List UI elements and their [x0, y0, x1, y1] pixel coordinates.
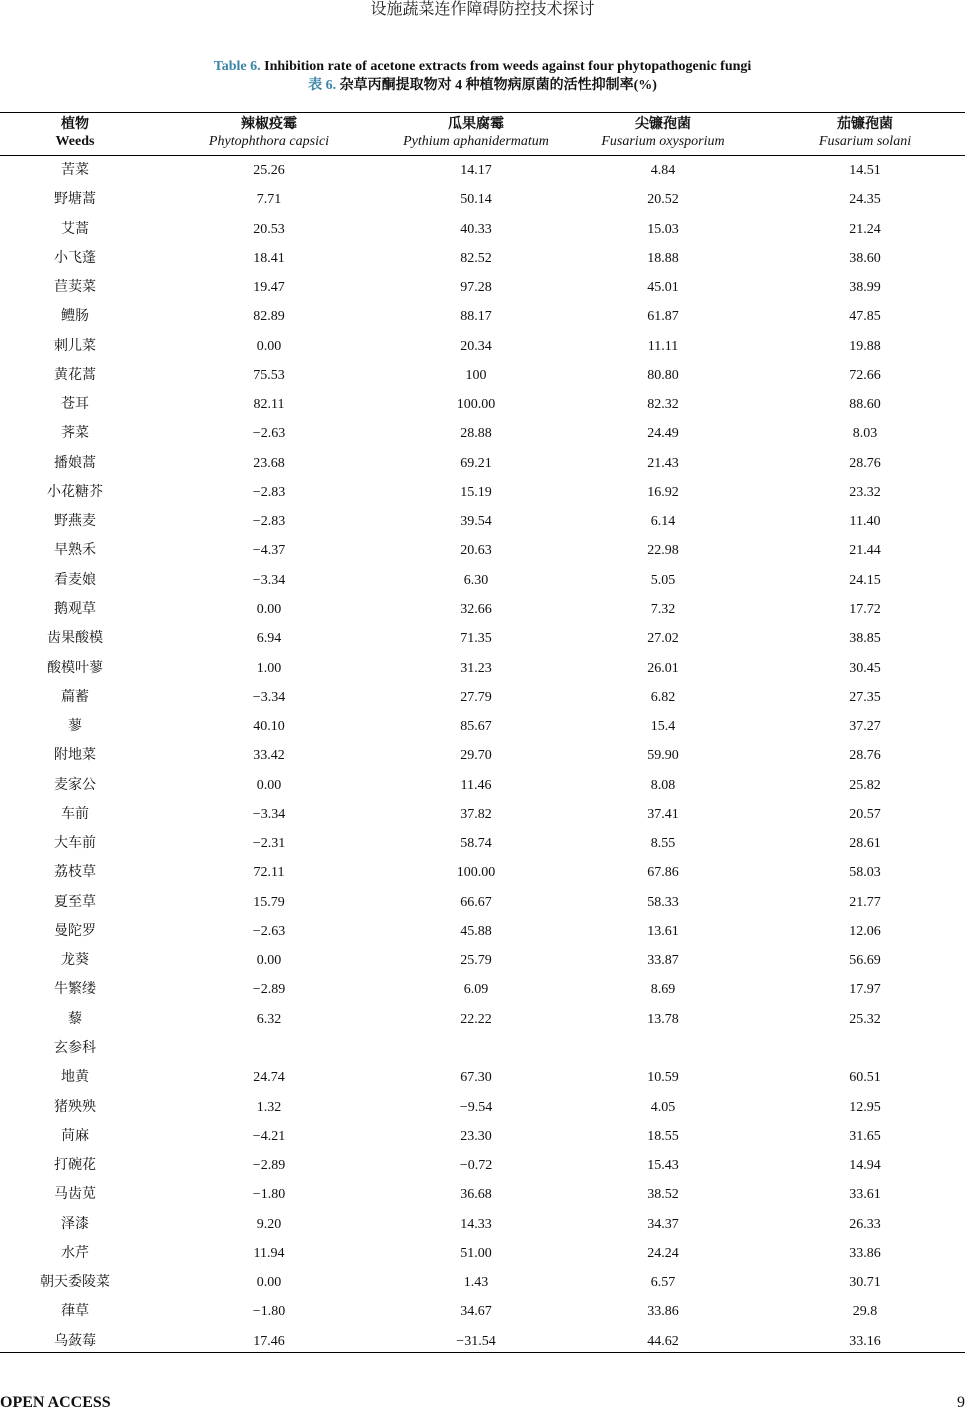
phytophthora-value: 33.42	[253, 748, 285, 764]
fusarium-oxysporium-value: 22.98	[647, 543, 679, 559]
phytophthora-value: 75.53	[253, 367, 285, 383]
table-row	[0, 771, 965, 800]
fusarium-solani-value: 11.40	[849, 514, 881, 530]
fusarium-solani-value: 56.69	[849, 953, 881, 969]
header-zh: 尖镰孢菌	[635, 117, 691, 132]
pythium-value: 20.63	[460, 543, 492, 559]
pythium-value: 20.34	[460, 338, 492, 354]
fusarium-solani-value: 17.72	[849, 601, 881, 617]
weed-name: 水芹	[61, 1245, 89, 1261]
fusarium-solani-value: 24.35	[849, 192, 881, 208]
phytophthora-value: −4.37	[252, 543, 286, 559]
weed-name: 葎草	[61, 1304, 89, 1320]
fusarium-oxysporium-value: 18.55	[647, 1128, 679, 1144]
table-row	[0, 1034, 965, 1063]
fusarium-solani-value: 26.33	[849, 1216, 881, 1232]
fusarium-solani-value: 14.51	[849, 163, 881, 178]
pythium-value: −9.54	[459, 1099, 493, 1115]
table-title-en: Inhibition rate of acetone extracts from weeds against four phytopathogenic fungi	[264, 59, 752, 74]
page-number: 9	[957, 1394, 965, 1411]
fusarium-solani-value: 30.45	[849, 660, 881, 676]
phytophthora-value: −2.89	[252, 1158, 286, 1174]
phytophthora-value: 24.74	[253, 1070, 285, 1086]
fusarium-oxysporium-value: 67.86	[647, 865, 679, 881]
table-row	[0, 624, 965, 653]
header-zh: 茄镰孢菌	[837, 117, 893, 132]
pythium-value: 97.28	[460, 280, 492, 296]
header-latin: Pythium aphanidermatum	[403, 134, 549, 149]
pythium-value: 45.88	[460, 923, 492, 939]
pythium-value: 50.14	[460, 192, 492, 208]
pythium-value: 22.22	[460, 1011, 492, 1027]
pythium-value: −0.72	[459, 1158, 493, 1174]
weed-name: 鳢肠	[61, 309, 89, 325]
fusarium-solani-value: 28.76	[849, 455, 881, 471]
phytophthora-value: 18.41	[253, 250, 285, 266]
table-label-zh: 表 6.	[308, 78, 337, 93]
pythium-value: 27.79	[460, 689, 492, 705]
phytophthora-value: 7.71	[256, 192, 282, 208]
header-latin: Fusarium solani	[818, 134, 912, 149]
weed-name: 刺儿菜	[54, 338, 96, 354]
phytophthora-value: −2.63	[252, 426, 286, 442]
weed-name: 地黄	[61, 1070, 89, 1086]
pythium-value: 37.82	[460, 806, 492, 822]
weed-name: 野塘蒿	[54, 192, 96, 208]
header-phytophthora	[169, 116, 369, 150]
pythium-value: 71.35	[460, 631, 492, 647]
table-row	[0, 917, 965, 946]
table-row	[0, 1063, 965, 1092]
phytophthora-value: 15.79	[253, 894, 285, 910]
fusarium-oxysporium-value: 6.57	[650, 1275, 676, 1291]
fusarium-solani-value: 47.85	[849, 309, 881, 325]
phytophthora-value: −4.21	[252, 1128, 286, 1144]
fusarium-solani-value: 30.71	[849, 1275, 881, 1291]
table-body	[0, 156, 965, 1356]
table-row	[0, 1151, 965, 1180]
pythium-value: 15.19	[460, 484, 492, 500]
pythium-value: 6.09	[463, 982, 489, 998]
table-row	[0, 946, 965, 975]
weed-name: 苣荬菜	[54, 280, 96, 296]
weed-name: 看麦娘	[54, 572, 96, 588]
fusarium-oxysporium-value: 61.87	[647, 309, 679, 325]
pythium-value: 6.30	[463, 572, 489, 588]
fusarium-oxysporium-value: 4.84	[650, 163, 676, 178]
weed-name: 野燕麦	[54, 514, 96, 530]
open-access-label: OPEN ACCESS	[0, 1394, 111, 1411]
fusarium-solani-value: 28.76	[849, 748, 881, 764]
weed-name: 曼陀罗	[54, 923, 96, 939]
weed-name: 鹅观草	[54, 601, 96, 617]
phytophthora-value: 0.00	[256, 1275, 282, 1291]
table-header-row	[0, 116, 965, 152]
table-row	[0, 302, 965, 331]
table-row	[0, 449, 965, 478]
fusarium-solani-value: 21.24	[849, 221, 881, 237]
phytophthora-value: −2.89	[252, 982, 286, 998]
pythium-value: 82.52	[460, 250, 492, 266]
pythium-value: 11.46	[460, 777, 492, 793]
fusarium-oxysporium-value: 24.49	[647, 426, 679, 442]
pythium-value: 100.00	[456, 865, 496, 881]
phytophthora-value: 72.11	[253, 865, 285, 881]
fusarium-oxysporium-value: 33.86	[647, 1304, 679, 1320]
phytophthora-value: 1.00	[256, 660, 282, 676]
weed-name: 小飞蓬	[54, 250, 96, 266]
fusarium-oxysporium-value: 6.14	[650, 514, 676, 530]
table-row	[0, 800, 965, 829]
fusarium-solani-value: 31.65	[849, 1128, 881, 1144]
pythium-value: 51.00	[460, 1245, 492, 1261]
fusarium-oxysporium-value: 15.4	[650, 719, 676, 735]
phytophthora-value: −3.34	[252, 572, 286, 588]
phytophthora-value: −1.80	[252, 1304, 286, 1320]
pythium-value: 58.74	[460, 836, 492, 852]
table-row	[0, 595, 965, 624]
fusarium-oxysporium-value: 6.82	[650, 689, 676, 705]
fusarium-solani-value: 27.35	[849, 689, 881, 705]
phytophthora-value: −3.34	[252, 689, 286, 705]
weed-name: 早熟禾	[54, 543, 96, 559]
fusarium-solani-value: 23.32	[849, 484, 881, 500]
phytophthora-value: 0.00	[256, 338, 282, 354]
table-row	[0, 712, 965, 741]
table-row	[0, 273, 965, 302]
table-row	[0, 975, 965, 1004]
fusarium-oxysporium-value: 11.11	[647, 338, 679, 354]
fusarium-oxysporium-value: 26.01	[647, 660, 679, 676]
fusarium-oxysporium-value: 4.05	[650, 1099, 676, 1115]
fusarium-solani-value: 58.03	[849, 865, 881, 881]
fusarium-solani-value: 20.57	[849, 806, 881, 822]
phytophthora-value: 11.94	[253, 1245, 285, 1261]
weed-name: 车前	[61, 806, 89, 822]
weed-name: 黄花蒿	[54, 367, 96, 383]
weed-name: 麦家公	[54, 777, 96, 793]
weed-name: 荔枝草	[54, 865, 96, 881]
pythium-value: 67.30	[460, 1070, 492, 1086]
table-row	[0, 566, 965, 595]
phytophthora-value: 0.00	[256, 953, 282, 969]
weed-name: 艾蒿	[61, 221, 89, 237]
weed-name: 藜	[68, 1011, 82, 1027]
fusarium-oxysporium-value: 15.43	[647, 1158, 679, 1174]
fusarium-oxysporium-value: 45.01	[647, 280, 679, 296]
table-row	[0, 1093, 965, 1122]
weed-name: 猪殃殃	[54, 1099, 96, 1115]
weed-name: 玄参科	[54, 1040, 96, 1056]
fusarium-oxysporium-value: 27.02	[647, 631, 679, 647]
weed-name: 朝天委陵菜	[40, 1275, 110, 1291]
header-zh: 植物	[61, 117, 89, 132]
fusarium-oxysporium-value: 82.32	[647, 397, 679, 413]
pythium-value: 100.00	[456, 397, 496, 413]
phytophthora-value: −2.83	[252, 484, 286, 500]
phytophthora-value: −3.34	[252, 806, 286, 822]
fusarium-solani-value: 14.94	[849, 1158, 881, 1174]
fusarium-oxysporium-value: 24.24	[647, 1245, 679, 1261]
fusarium-oxysporium-value: 13.61	[647, 923, 679, 939]
fusarium-oxysporium-value: 58.33	[647, 894, 679, 910]
table-bottom-rule	[0, 1352, 965, 1353]
table-label-en: Table 6.	[213, 59, 261, 74]
phytophthora-value: 0.00	[256, 777, 282, 793]
pythium-value: 100	[465, 367, 487, 383]
fusarium-oxysporium-value: 5.05	[650, 572, 676, 588]
fusarium-solani-value: 24.15	[849, 572, 881, 588]
weed-name: 泽漆	[61, 1216, 89, 1232]
table-row	[0, 1005, 965, 1034]
header-latin: Phytophthora capsici	[208, 134, 330, 149]
weed-name: 苦菜	[61, 163, 89, 178]
pythium-value: 29.70	[460, 748, 492, 764]
pythium-value: 88.17	[460, 309, 492, 325]
fusarium-oxysporium-value: 8.69	[650, 982, 676, 998]
weed-name: 马齿苋	[54, 1187, 96, 1203]
table-row	[0, 741, 965, 770]
fusarium-solani-value: 37.27	[849, 719, 881, 735]
pythium-value: 14.33	[460, 1216, 492, 1232]
phytophthora-value: 82.11	[253, 397, 285, 413]
pythium-value: 34.67	[460, 1304, 492, 1320]
fusarium-solani-value: 88.60	[849, 397, 881, 413]
weed-name: 播娘蒿	[54, 455, 96, 471]
pythium-value: −31.54	[456, 1333, 496, 1349]
table-row	[0, 478, 965, 507]
weed-name: 苘麻	[61, 1128, 89, 1144]
fusarium-solani-value: 38.85	[849, 631, 881, 647]
header-pythium	[376, 116, 576, 150]
pythium-value: 40.33	[460, 221, 492, 237]
fusarium-solani-value: 33.16	[849, 1333, 881, 1349]
fusarium-solani-value: 38.60	[849, 250, 881, 266]
phytophthora-value: −2.83	[252, 514, 286, 530]
weed-name: 苍耳	[61, 397, 89, 413]
table-row	[0, 683, 965, 712]
phytophthora-value: 17.46	[253, 1333, 285, 1349]
pythium-value: 28.88	[460, 426, 492, 442]
table-row	[0, 215, 965, 244]
table-title-zh: 杂草丙酮提取物对 4 种植物病原菌的活性抑制率(%)	[339, 78, 657, 93]
fusarium-oxysporium-value: 59.90	[647, 748, 679, 764]
pythium-value: 39.54	[460, 514, 492, 530]
weed-name: 大车前	[54, 836, 96, 852]
pythium-value: 14.17	[460, 163, 492, 178]
phytophthora-value: −1.80	[252, 1187, 286, 1203]
pythium-value: 85.67	[460, 719, 492, 735]
fusarium-oxysporium-value: 80.80	[647, 367, 679, 383]
header-fusarium-oxysporium	[563, 116, 763, 150]
fusarium-oxysporium-value: 37.41	[647, 806, 679, 822]
fusarium-solani-value: 21.77	[849, 894, 881, 910]
fusarium-oxysporium-value: 34.37	[647, 1216, 679, 1232]
fusarium-oxysporium-value: 20.52	[647, 192, 679, 208]
table-row	[0, 888, 965, 917]
table-row	[0, 390, 965, 419]
fusarium-solani-value: 25.32	[849, 1011, 881, 1027]
phytophthora-value: 82.89	[253, 309, 285, 325]
table-row	[0, 654, 965, 683]
table-row	[0, 858, 965, 887]
fusarium-solani-value: 12.95	[849, 1099, 881, 1115]
fusarium-oxysporium-value: 18.88	[647, 250, 679, 266]
table-row	[0, 1180, 965, 1209]
fusarium-solani-value: 19.88	[849, 338, 881, 354]
table-row	[0, 1297, 965, 1326]
weed-name: 附地菜	[54, 748, 96, 764]
fusarium-solani-value: 21.44	[849, 543, 881, 559]
weed-name: 萹蓄	[61, 689, 89, 705]
table-caption-zh	[0, 77, 965, 95]
table-row	[0, 536, 965, 565]
fusarium-solani-value: 29.8	[852, 1304, 878, 1320]
table-row	[0, 332, 965, 361]
fusarium-solani-value: 25.82	[849, 777, 881, 793]
fusarium-oxysporium-value: 15.03	[647, 221, 679, 237]
table-row	[0, 185, 965, 214]
running-head: 设施蔬菜连作障碍防控技术探讨	[370, 1, 595, 18]
phytophthora-value: 6.32	[256, 1011, 282, 1027]
weed-name: 龙葵	[61, 953, 89, 969]
weed-name: 打碗花	[54, 1158, 96, 1174]
fusarium-oxysporium-value: 21.43	[647, 455, 679, 471]
fusarium-oxysporium-value: 10.59	[647, 1070, 679, 1086]
header-weeds	[0, 116, 150, 150]
fusarium-solani-value: 8.03	[852, 426, 878, 442]
phytophthora-value: 0.00	[256, 601, 282, 617]
header-fusarium-solani	[765, 116, 965, 150]
header-zh: 辣椒疫霉	[241, 117, 297, 132]
table-caption-en	[0, 58, 965, 76]
pythium-value: 36.68	[460, 1187, 492, 1203]
table-row	[0, 829, 965, 858]
fusarium-solani-value: 28.61	[849, 836, 881, 852]
fusarium-solani-value: 72.66	[849, 367, 881, 383]
fusarium-solani-value: 33.86	[849, 1245, 881, 1261]
table-row	[0, 361, 965, 390]
phytophthora-value: 23.68	[253, 455, 285, 471]
pythium-value: 25.79	[460, 953, 492, 969]
pythium-value: 32.66	[460, 601, 492, 617]
fusarium-oxysporium-value: 16.92	[647, 484, 679, 500]
weed-name: 夏至草	[54, 894, 96, 910]
fusarium-oxysporium-value: 8.08	[650, 777, 676, 793]
header-latin: Fusarium oxysporium	[601, 134, 725, 149]
fusarium-oxysporium-value: 7.32	[650, 601, 676, 617]
header-en: Weeds	[55, 134, 95, 149]
fusarium-solani-value: 17.97	[849, 982, 881, 998]
fusarium-oxysporium-value: 38.52	[647, 1187, 679, 1203]
fusarium-solani-value: 12.06	[849, 923, 881, 939]
table-row	[0, 1210, 965, 1239]
phytophthora-value: 1.32	[256, 1099, 282, 1115]
weed-name: 酸模叶蓼	[47, 660, 103, 676]
phytophthora-value: −2.31	[252, 836, 286, 852]
table-row	[0, 1268, 965, 1297]
table-row	[0, 1122, 965, 1151]
pythium-value: 66.67	[460, 894, 492, 910]
phytophthora-value: 40.10	[253, 719, 285, 735]
phytophthora-value: 9.20	[256, 1216, 282, 1232]
fusarium-solani-value: 38.99	[849, 280, 881, 296]
fusarium-solani-value: 33.61	[849, 1187, 881, 1203]
fusarium-oxysporium-value: 13.78	[647, 1011, 679, 1027]
phytophthora-value: −2.63	[252, 923, 286, 939]
fusarium-oxysporium-value: 33.87	[647, 953, 679, 969]
weed-name: 小花糖芥	[47, 484, 103, 500]
table-top-rule	[0, 112, 965, 113]
pythium-value: 69.21	[460, 455, 492, 471]
fusarium-solani-value: 60.51	[849, 1070, 881, 1086]
pythium-value: 23.30	[460, 1128, 492, 1144]
weed-name: 牛繁缕	[54, 982, 96, 998]
table-row	[0, 419, 965, 448]
weed-name: 齿果酸模	[47, 631, 103, 647]
phytophthora-value: 20.53	[253, 221, 285, 237]
fusarium-oxysporium-value: 44.62	[647, 1333, 679, 1349]
weed-name: 乌蔹莓	[54, 1333, 96, 1349]
table-row	[0, 507, 965, 536]
fusarium-oxysporium-value: 8.55	[650, 836, 676, 852]
pythium-value: 1.43	[463, 1275, 489, 1291]
phytophthora-value: 6.94	[256, 631, 282, 647]
phytophthora-value: 25.26	[253, 163, 285, 178]
weed-name: 蓼	[68, 719, 82, 735]
table-row	[0, 1239, 965, 1268]
pythium-value: 31.23	[460, 660, 492, 676]
table-row	[0, 156, 965, 185]
weed-name: 荠菜	[61, 426, 89, 442]
phytophthora-value: 19.47	[253, 280, 285, 296]
header-zh: 瓜果腐霉	[448, 117, 504, 132]
table-row	[0, 244, 965, 273]
